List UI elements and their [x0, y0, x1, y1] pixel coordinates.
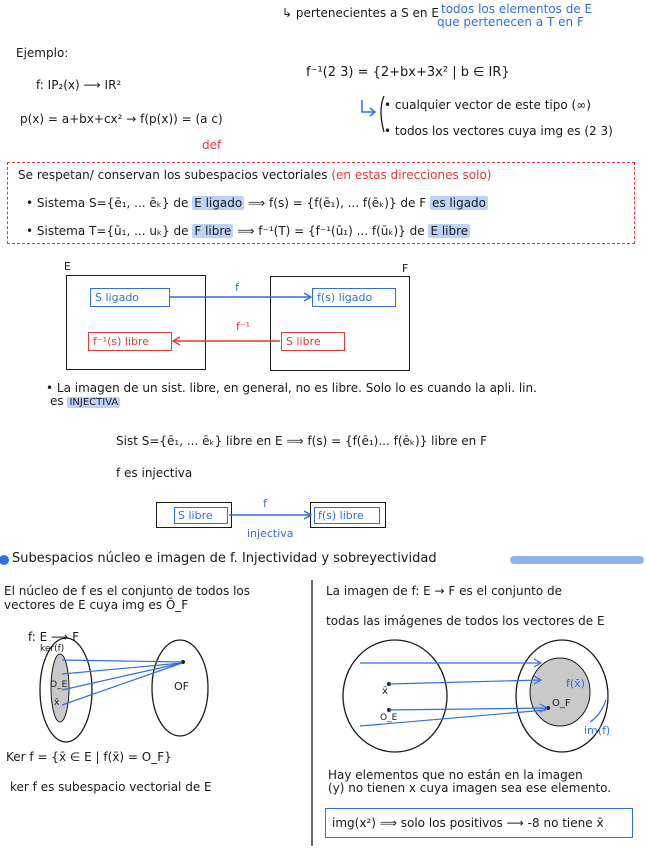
- diagram1-box-fs-ligado: f(s) ligado: [312, 288, 396, 307]
- diagram1-arrow-f-label: f: [235, 281, 239, 294]
- kernel-line2: vectores de E cuya img es Ō_F: [4, 598, 189, 612]
- injective-box-fs-libre: f(s) libre: [314, 507, 380, 524]
- diagram1-arrow-finv-label: f⁻¹: [236, 320, 251, 333]
- subspaces-title-text: Se respetan/ conservan los subespacios vectoriales: [18, 168, 328, 182]
- diagram1-label-F: F: [402, 262, 409, 275]
- kernel-line1: El núcleo de f es el conjunto de todos los: [4, 584, 251, 598]
- kernel-ker-label: ker(f): [40, 644, 65, 654]
- diagram1-box-s-ligado: S ligado: [90, 288, 170, 307]
- image-fx-label: f(x̄): [566, 677, 585, 690]
- example-map: f: IP₂(x) ⟶ IR²: [36, 78, 122, 92]
- diagram1-label-E: E: [64, 260, 71, 273]
- image-note1: Hay elementos que no están en la imagen: [328, 768, 583, 782]
- injective-line2-hl: INJECTIVA: [69, 397, 119, 408]
- subspaces-line2-b: ⟹ f⁻¹(T) = {f⁻¹(ū₁) ... f(ūₖ)} de: [237, 224, 425, 238]
- section-title: Subespacios núcleo e imagen de f. Injectividad y sobreyectividad: [12, 551, 437, 566]
- image-of-label: O_F: [552, 698, 571, 709]
- subspaces-line1-hl2: es ligado: [431, 196, 486, 210]
- subspaces-title-note: (en estas direcciones solo): [331, 168, 492, 182]
- top-left-fragment: ↳ pertenecientes a S en E: [282, 6, 439, 20]
- injective-under-label: injectiva: [247, 527, 294, 540]
- image-oe-label: O_E: [380, 713, 398, 723]
- example-heading: Ejemplo:: [16, 46, 69, 60]
- top-right-line2: que pertenecen a T en F: [437, 15, 584, 29]
- kernel-x-label: x̄: [54, 698, 60, 708]
- example-def: def: [202, 138, 222, 152]
- example-bullet1: • cualquier vector de este tipo (∞): [384, 98, 591, 112]
- kernel-def: Ker f = {x̄ ∈ E | f(x̄) = O_F}: [6, 750, 172, 764]
- injective-line4: f es injectiva: [116, 466, 193, 480]
- image-line2: todas las imágenes de todos los vectores de E: [326, 614, 605, 628]
- subspaces-line2-a: • Sistema T={ū₁, ... uₖ} de: [26, 224, 189, 238]
- image-im-label: im(f): [584, 724, 611, 737]
- subspaces-line1-b: ⟹ f(s) = {f(ē₁), ... f(ēₖ)} de F: [248, 196, 427, 210]
- kernel-of-label: OF: [174, 680, 189, 693]
- image-line1: La imagen de f: E → F es el conjunto de: [326, 584, 563, 598]
- kernel-oe-label: O_E: [50, 680, 68, 690]
- example-bullet2: • todos los vectores cuya img es (2 3): [384, 124, 613, 138]
- top-right-line1: todos los elementos de E: [441, 2, 593, 16]
- example-preimage: f⁻¹(2 3) = {2+bx+3x² | b ∈ IR}: [306, 65, 510, 80]
- subspaces-line1-a: • Sistema S={ē₁, ... ēₖ} de: [26, 196, 189, 210]
- injective-line1: • La imagen de un sist. libre, en general, no es libre. Solo lo es cuando la apli. lin.: [46, 381, 537, 395]
- image-note2: (y) no tienen x cuya imagen sea ese elemento.: [328, 781, 612, 795]
- kernel-note: ker f es subespacio vectorial de E: [10, 780, 212, 794]
- injective-arrow-f-label: f: [263, 497, 267, 510]
- subspaces-line1-hl: E ligado: [194, 196, 243, 210]
- diagram1-box-finv-s-libre: f⁻¹(s) libre: [88, 332, 172, 351]
- subspaces-line2-hl: F libre: [194, 224, 232, 238]
- example-poly: p(x) = a+bx+cx² → f(p(x)) = (a c): [20, 112, 223, 126]
- injective-box-s-libre: S libre: [174, 507, 228, 524]
- image-example: img(x²) ⟹ solo los positivos ⟶ -8 no tiene x̄: [332, 816, 604, 830]
- kernel-map: f: E ⟶ F: [28, 630, 79, 644]
- diagram1-box-s-libre: S libre: [281, 332, 345, 351]
- injective-line2-a: es: [50, 394, 64, 408]
- image-x-label: x̄: [382, 686, 388, 697]
- injective-line3: Sist S={ē₁, ... ēₖ} libre en E ⟹ f(s) = {f(ē₁)... f(ēₖ)} libre en F: [116, 434, 488, 448]
- subspaces-line2-hl2: E libre: [430, 224, 469, 238]
